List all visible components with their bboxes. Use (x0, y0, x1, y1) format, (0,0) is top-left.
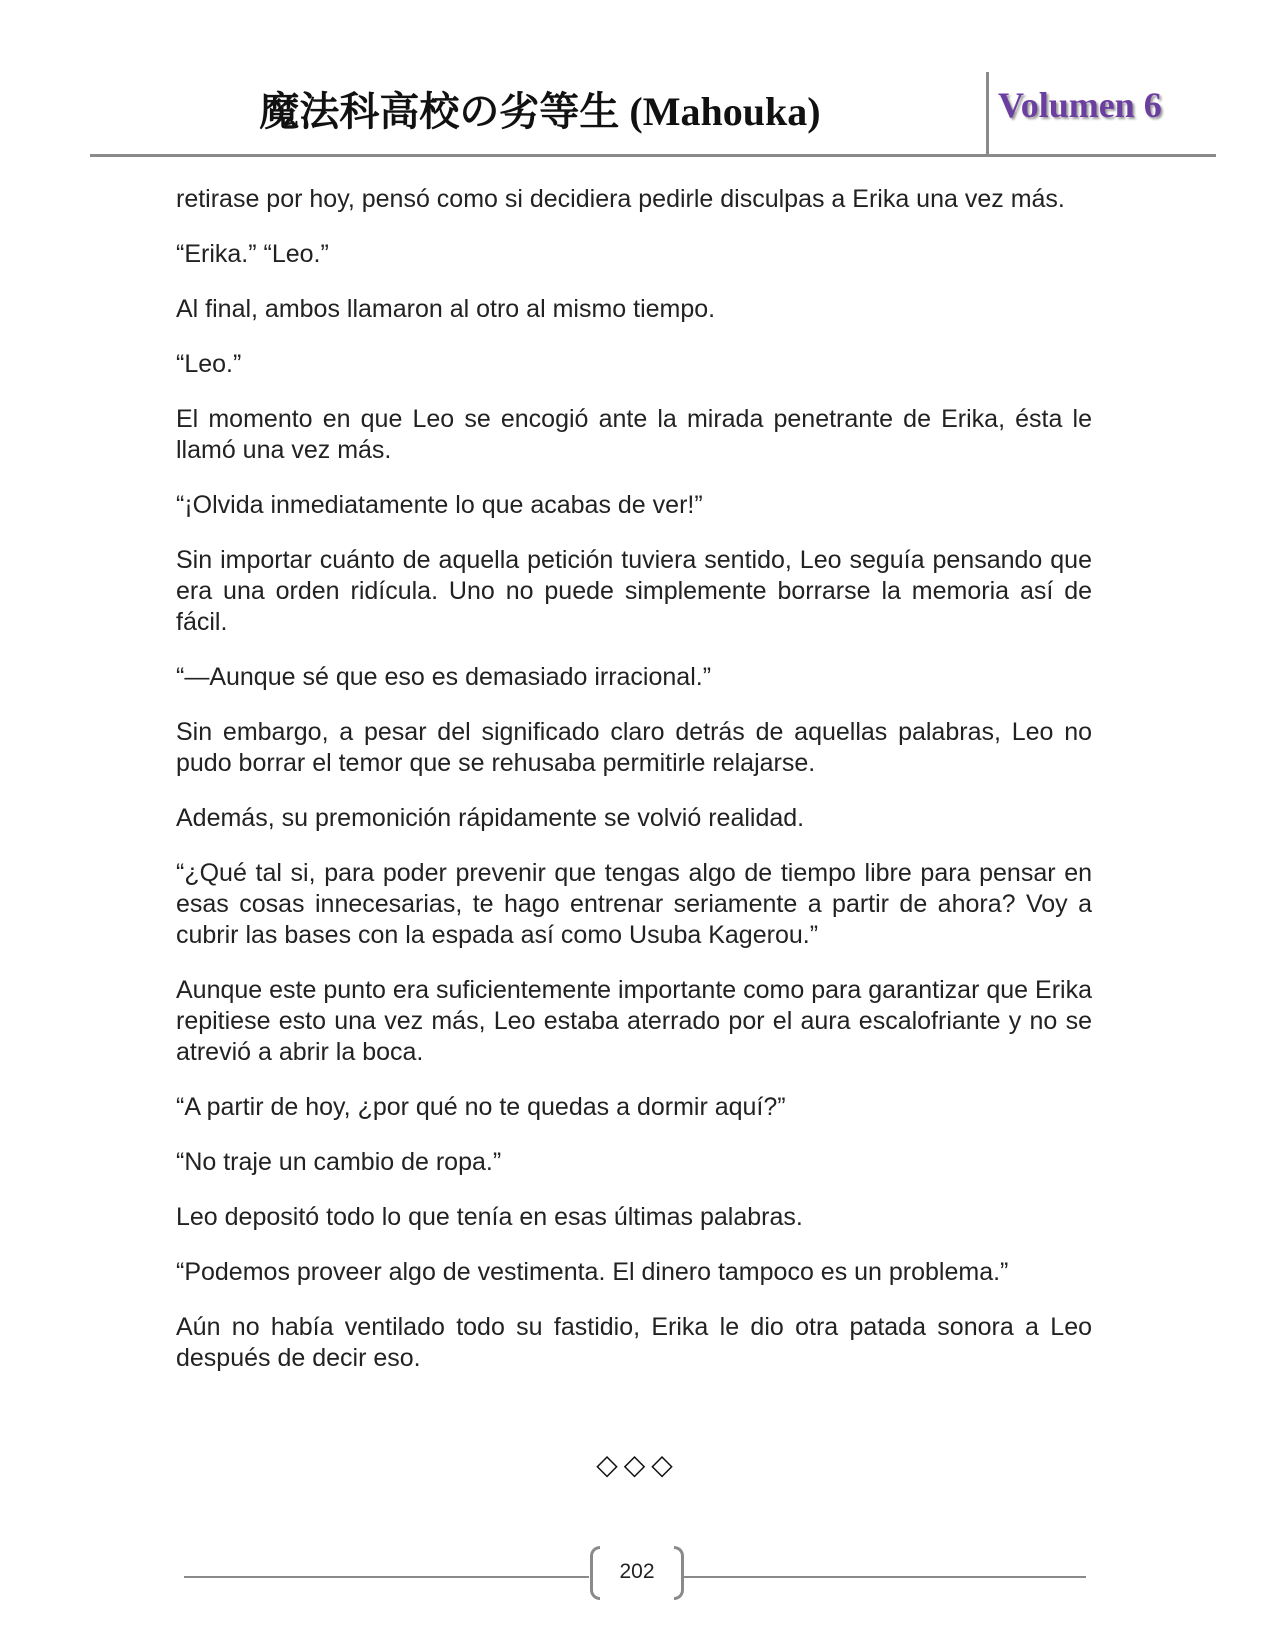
paragraph: Sin embargo, a pesar del significado claro detrás de aquellas palabras, Leo no pudo borrar el temor que se rehusaba permitirle relajarse. (176, 718, 1092, 777)
paragraph: Leo depositó todo lo que tenía en esas últimas palabras. (176, 1203, 803, 1231)
paragraph: “¡Olvida inmediatamente lo que acabas de ver!” (176, 491, 703, 519)
volume-label: Volumen 6 (998, 85, 1162, 125)
paragraph: Aunque este punto era suficientemente importante como para garantizar que Erika repitiese esto una vez más, Leo estaba aterrado por el aura escalofriante y no se atrevió a abrir la boca. (176, 976, 1092, 1066)
paragraph: El momento en que Leo se encogió ante la mirada penetrante de Erika, ésta le llamó una vez más. (176, 405, 1092, 464)
paragraph: Aún no había ventilado todo su fastidio, Erika le dio otra patada sonora a Leo después de decir eso. (176, 1313, 1092, 1372)
paragraph: Además, su premonición rápidamente se volvió realidad. (176, 804, 805, 832)
header-divider (986, 72, 989, 156)
book-title: 魔法科高校の劣等生 (Mahouka) (259, 89, 821, 134)
section-separator: ◇◇◇ (596, 1448, 679, 1481)
page-bracket-right (674, 1546, 684, 1600)
paragraph: Sin importar cuánto de aquella petición tuviera sentido, Leo seguía pensando que era una orden ridícula. Uno no puede simplemente borrarse la memoria así de fácil. (176, 546, 1092, 636)
paragraph: “—Aunque sé que eso es demasiado irracional.” (176, 663, 712, 691)
page-number: 202 (619, 1560, 655, 1583)
body-text (176, 184, 1092, 1398)
footer-rule-left (184, 1576, 589, 1578)
page-bracket-left (590, 1546, 600, 1600)
paragraph: retirase por hoy, pensó como si decidiera pedirle disculpas a Erika una vez más. (176, 185, 1065, 213)
paragraph: “A partir de hoy, ¿por qué no te quedas a dormir aquí?” (176, 1093, 786, 1121)
paragraph: “Erika.” “Leo.” (176, 240, 329, 268)
paragraph: “¿Qué tal si, para poder prevenir que tengas algo de tiempo libre para pensar en esas cosas innecesarias, te hago entrenar seriamente a partir de ahora? Voy a cubrir las bases con la espada así como Usuba Kagerou.” (176, 859, 1092, 949)
paragraph: “Podemos proveer algo de vestimenta. El dinero tampoco es un problema.” (176, 1258, 1009, 1286)
paragraph: Al final, ambos llamaron al otro al mismo tiempo. (176, 295, 716, 323)
paragraph: “No traje un cambio de ropa.” (176, 1148, 502, 1176)
header-rule (90, 154, 1216, 157)
footer-rule-right (684, 1576, 1086, 1578)
paragraph: “Leo.” (176, 350, 242, 378)
